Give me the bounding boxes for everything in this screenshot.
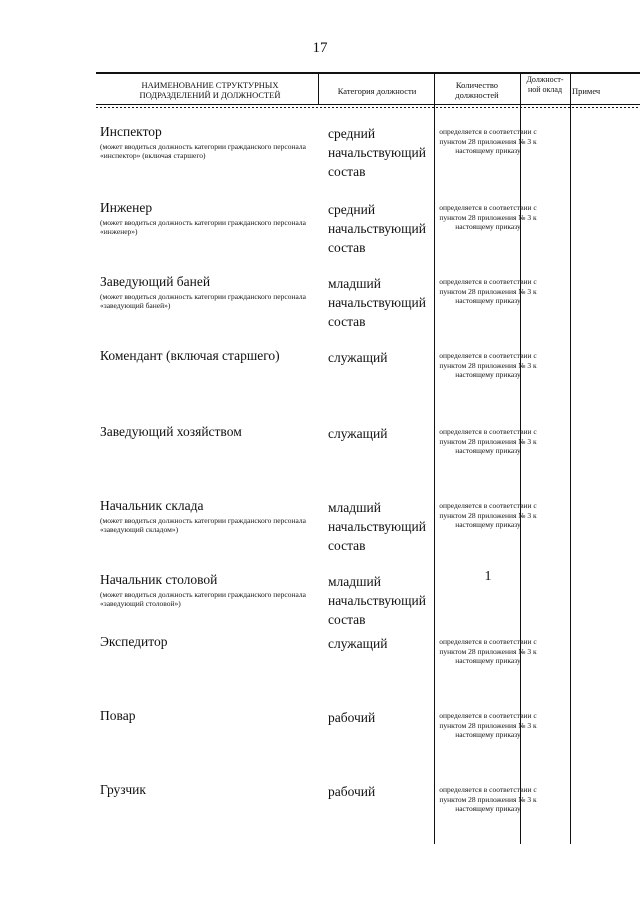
position-title: Начальник склада (100, 498, 204, 513)
position-title: Заведующий хозяйством (100, 424, 242, 439)
column-divider-category (318, 74, 319, 104)
position-category: служащий (328, 350, 388, 365)
position-category: младший начальствующий состав (328, 276, 426, 329)
position-quantity: определяется в соответствии с пунктом 28 приложения № 3 к настоящему приказу (439, 501, 537, 530)
position-title: Комендант (включая старшего) (100, 348, 280, 363)
position-note: (может вводиться должность категории гражданского персонала «инспектор» (включая старшего) (100, 142, 306, 160)
position-quantity: определяется в соответствии с пунктом 28 приложения № 3 к настоящему приказу (439, 351, 537, 380)
position-category: служащий (328, 426, 388, 441)
position-category: младший начальствующий состав (328, 500, 426, 553)
position-note: (может вводиться должность категории гражданского персонала «инженер») (100, 218, 306, 236)
page-number: 17 (312, 40, 328, 56)
position-note: (может вводиться должность категории гражданского персонала «заведующий столовой») (100, 590, 306, 608)
position-category: средний начальствующий состав (328, 202, 426, 255)
position-title: Инженер (100, 200, 153, 215)
header-category: Категория должности (337, 86, 417, 96)
header-note: Примеч (572, 86, 601, 96)
position-quantity: определяется в соответствии с пунктом 28 приложения № 3 к настоящему приказу (439, 203, 537, 232)
position-category: средний начальствующий состав (328, 126, 426, 179)
position-quantity: определяется в соответствии с пунктом 28 приложения № 3 к настоящему приказу (439, 127, 537, 156)
position-note: (может вводиться должность категории гражданского персонала «заведующий складом») (100, 516, 306, 534)
position-title: Начальник столовой (100, 572, 218, 587)
position-quantity: определяется в соответствии с пунктом 28 приложения № 3 к настоящему приказу (439, 711, 537, 740)
position-quantity: определяется в соответствии с пунктом 28 приложения № 3 к настоящему приказу (439, 785, 537, 814)
position-category: рабочий (328, 710, 376, 725)
header-quantity: Количество должностей (455, 80, 499, 100)
position-title: Экспедитор (100, 634, 168, 649)
header-salary: Должност-ной оклад (526, 75, 564, 94)
position-title: Заведующий баней (100, 274, 211, 289)
position-note: (может вводиться должность категории гражданского персонала «заведующий баней») (100, 292, 306, 310)
position-title: Инспектор (100, 124, 162, 139)
position-title: Грузчик (100, 782, 146, 797)
position-category: служащий (328, 636, 388, 651)
position-category: младший начальствующий состав (328, 574, 426, 627)
header-bottom-rule (96, 104, 640, 105)
position-quantity: определяется в соответствии с пунктом 28 приложения № 3 к настоящему приказу (439, 277, 537, 306)
header-top-rule (96, 72, 640, 74)
position-quantity: определяется в соответствии с пунктом 28 приложения № 3 к настоящему приказу (439, 427, 537, 456)
position-title: Повар (100, 708, 136, 723)
column-divider-note (570, 74, 571, 844)
position-quantity: определяется в соответствии с пунктом 28 приложения № 3 к настоящему приказу (439, 637, 537, 666)
position-quantity: 1 (484, 569, 492, 584)
header-name: НАИМЕНОВАНИЕ СТРУКТУРНЫХ ПОДРАЗДЕЛЕНИЙ И ДОЛЖНОСТЕЙ (139, 80, 281, 100)
header-bottom-rule-dotted (96, 107, 640, 108)
position-category: рабочий (328, 784, 376, 799)
